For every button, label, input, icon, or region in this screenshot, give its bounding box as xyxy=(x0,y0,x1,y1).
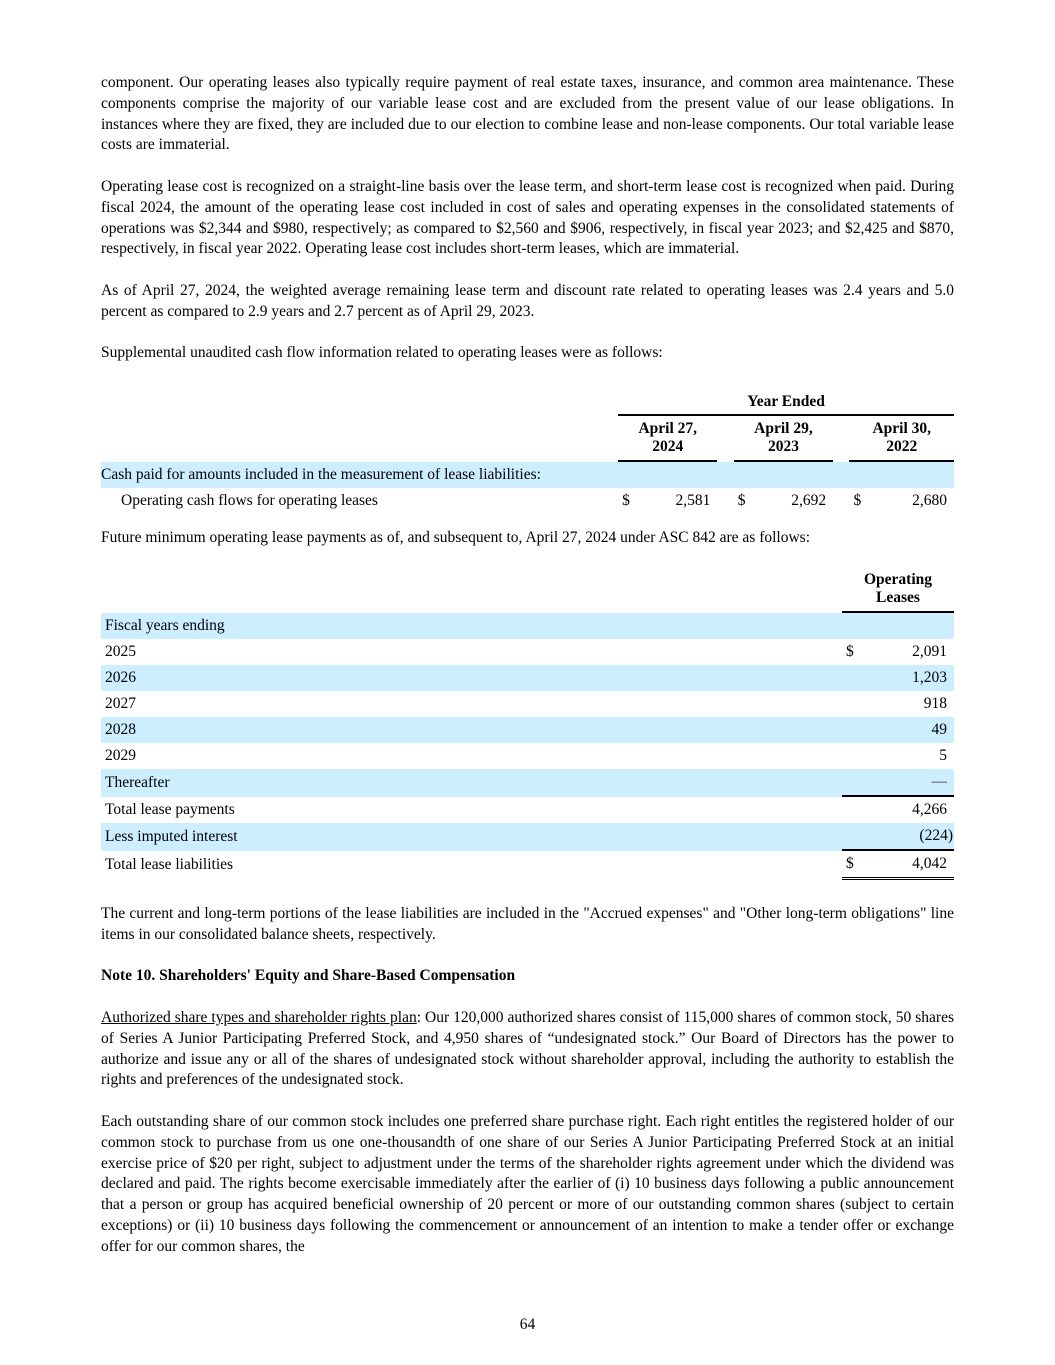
currency-symbol xyxy=(842,823,862,851)
currency-symbol: $ xyxy=(846,642,854,660)
currency-symbol xyxy=(842,717,862,743)
row-label: Total lease payments xyxy=(105,800,235,818)
paragraph-authorized-shares xyxy=(101,1008,954,1091)
page-number: 64 xyxy=(519,1316,536,1333)
currency-symbol: $ xyxy=(842,851,862,880)
operating-leases-header-line1: Operating xyxy=(863,570,933,588)
row-label: Thereafter xyxy=(101,769,842,797)
currency-symbol xyxy=(842,769,862,797)
row-label: 2027 xyxy=(105,694,136,712)
year-ended-header: Year Ended xyxy=(618,390,954,416)
currency-symbol xyxy=(842,691,862,717)
value-2023: 2,692 xyxy=(791,492,827,510)
row-value: 4,266 xyxy=(912,800,947,818)
paragraph-cash-flow-intro: Supplemental unaudited cash flow information related to operating leases were as follows: xyxy=(101,344,663,362)
paragraph-future-payments-intro: Future minimum operating lease payments as of, and subsequent to, April 27, 2024 under ASC 842 are as follows: xyxy=(101,529,811,547)
row-value: — xyxy=(862,769,954,797)
table-row xyxy=(101,743,954,769)
table-row xyxy=(101,639,954,665)
operating-leases-header-line2: Leases xyxy=(876,588,920,606)
column-header-2024-line1: April 27, xyxy=(638,420,698,438)
operating-cash-flows-label: Operating cash flows for operating leases xyxy=(121,492,378,510)
column-header-2022-line1: April 30, xyxy=(872,420,932,438)
currency-symbol: $ xyxy=(853,492,862,510)
table-row xyxy=(101,851,954,880)
table-row xyxy=(101,665,954,691)
table-row xyxy=(101,769,954,797)
cash-paid-section-label: Cash paid for amounts included in the measurement of lease liabilities: xyxy=(101,466,541,484)
fiscal-years-ending-label: Fiscal years ending xyxy=(101,613,954,639)
row-label: Less imputed interest xyxy=(101,823,842,851)
authorized-shares-subheading: Authorized share types and shareholder rights plan xyxy=(101,1008,417,1026)
row-value: 49 xyxy=(862,717,954,743)
row-label: 2026 xyxy=(101,665,842,691)
row-label: 2028 xyxy=(101,717,842,743)
note-10-heading: Note 10. Shareholders' Equity and Share-Based Compensation xyxy=(101,967,516,985)
value-2022: 2,680 xyxy=(912,492,947,510)
currency-symbol xyxy=(842,743,862,769)
column-header-2023-line1: April 29, xyxy=(754,420,813,438)
column-header-2023-line2: 2023 xyxy=(767,438,799,456)
operating-leases-header xyxy=(842,567,954,613)
currency-symbol xyxy=(842,665,862,691)
table-row xyxy=(101,488,954,514)
value-2024: 2,581 xyxy=(675,492,711,510)
document-page xyxy=(101,73,954,1258)
column-header-2022-line2: 2022 xyxy=(886,438,918,456)
row-value: 5 xyxy=(939,746,947,764)
cash-flow-table xyxy=(101,390,954,514)
table-row xyxy=(101,797,954,823)
row-label: 2029 xyxy=(105,746,136,764)
table-row xyxy=(101,823,954,851)
currency-symbol: $ xyxy=(622,492,630,510)
row-value: 2,091 xyxy=(912,642,947,660)
lease-payments-table xyxy=(101,567,954,880)
column-header-2023 xyxy=(734,416,833,462)
paragraph-lease-liabilities-location: The current and long-term portions of the lease liabilities are included in the "Accrued expenses" and "Other long-term obligations" line items in our consolidated balance sheets, respectively. xyxy=(101,904,954,943)
row-label: Total lease liabilities xyxy=(105,856,234,874)
table-row xyxy=(101,462,954,488)
table-row xyxy=(101,717,954,743)
paragraph-operating-lease-cost: Operating lease cost is recognized on a straight-line basis over the lease term, and short-term lease cost is recognized when paid. During fiscal 2024, the amount of the operating lease cost included in cost of sales and operating expenses in the consolidated statements of operations was $2,344 and $980, respectively; as compared to $2,560 and $906, respectively, in fiscal year 2023; and $2,425 and $870, respectively, in fiscal year 2022. Operating lease cost includes short-term leases, which are immaterial. xyxy=(101,177,954,258)
row-value: (224) xyxy=(862,823,954,851)
row-label: 2025 xyxy=(105,642,136,660)
authorized-shares-text: : Our 120,000 authorized shares consist of 115,000 shares of common stock, 50 shares of Series A Junior Participating Preferred Stock, and 4,950 shares of “undesignated stock.” Our Board of Directors has the power to authorize and issue any or all of the shares of undesignated stock without shareholder approval, including the authority to establish the rights and preferences of the undesignated stock. xyxy=(101,1008,954,1089)
paragraph-share-purchase-rights: Each outstanding share of our common stock includes one preferred share purchase right. Each right entitles the registered holder of our common stock to purchase from us one one-thousandth of one share of our Series A Junior Participating Preferred Stock at an initial exercise price of $20 per right, subject to adjustment under the terms of the shareholder rights agreement under which the dividend was declared and paid. The rights become exercisable immediately after the earlier of (i) 10 business days following a public announcement that a person or group has acquired beneficial ownership of 20 percent or more of our outstanding common shares (subject to certain exceptions) or (ii) 10 business days following the commencement or announcement of an intention to make a tender offer or exchange offer for our common shares, the xyxy=(101,1112,954,1255)
table-row xyxy=(101,613,954,639)
paragraph-variable-lease-cost: component. Our operating leases also typically require payment of real estate taxes, insurance, and common area maintenance. These components comprise the majority of our variable lease cost and are excluded from the present value of our lease obligations. In instances where they are fixed, they are included due to our election to combine lease and non-lease components. Our total variable lease costs are immaterial. xyxy=(101,74,954,154)
column-header-2024 xyxy=(618,416,717,462)
paragraph-lease-term-discount: As of April 27, 2024, the weighted average remaining lease term and discount rate related to operating leases was 2.4 years and 5.0 percent as compared to 2.9 years and 2.7 percent as of April 29, 2023. xyxy=(101,281,954,320)
currency-symbol: $ xyxy=(737,492,746,510)
currency-symbol xyxy=(842,797,862,823)
column-header-2024-line2: 2024 xyxy=(652,438,684,456)
column-header-2022 xyxy=(849,416,954,462)
table-row xyxy=(101,691,954,717)
row-value: 1,203 xyxy=(862,665,954,691)
row-value: 918 xyxy=(923,694,947,712)
row-value: 4,042 xyxy=(862,851,954,880)
